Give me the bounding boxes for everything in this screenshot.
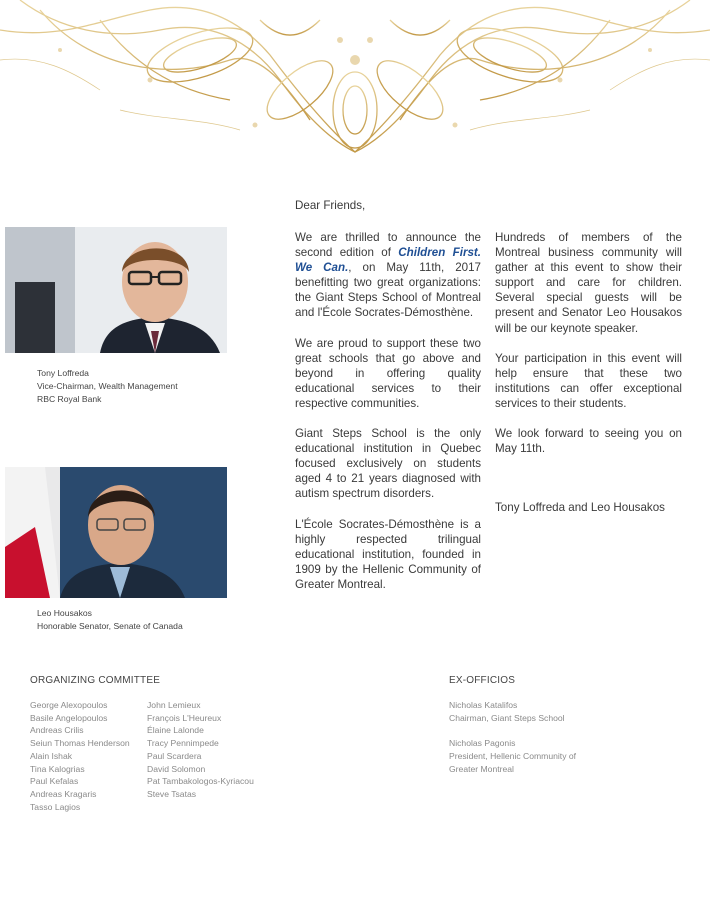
ex-officio-role: President, Hellenic Community of [449,750,577,761]
committee-member: François L'Heureux [147,712,222,723]
committee-column-1 [30,699,130,813]
committee-member: Alain Ishak [30,750,73,761]
ex-officios-title: EX-OFFICIOS [449,675,516,686]
caption-tony-loffreda [37,367,178,406]
letter-paragraph: We are thrilled to announce the second edition of Children First. We Can., on May 11th, 2017 benefitting two great organizations: the Giant Steps School of Montreal and l'École Socrates-Démosthène. [295,231,481,320]
committee-member: Paul Scardera [147,750,202,761]
person-title: Honorable Senator, Senate of Canada [37,621,183,631]
committee-member: Paul Kefalas [30,776,79,787]
committee-column-2 [147,699,254,801]
committee-member: Basile Angelopoulos [30,712,108,723]
committee-member: John Lemieux [147,700,201,710]
letter-paragraph: Hundreds of members of the Montreal business community will gather at this event to show their support and care for children. Several special guests will be present and Senator Leo Housakos will be our keynote speaker. [495,231,682,335]
letter-paragraph: We look forward to seeing you on May 11th. [495,427,682,456]
committee-title: ORGANIZING COMMITTEE [30,675,161,686]
ex-officio-role: Chairman, Giant Steps School [449,712,565,723]
committee-member: David Solomon [147,763,206,774]
person-name: Leo Housakos [37,608,92,618]
committee-member: Tracy Pennimpede [147,738,219,749]
gold-paisley-ornament [0,0,710,160]
ex-officio-name: Nicholas Pagonis [449,738,516,749]
event-name-highlight: Children First. We Can. [295,246,481,275]
committee-member: Tasso Lagios [30,801,81,812]
portrait-tony-loffreda [5,227,227,353]
letter-paragraph: We are proud to support these two great schools that go above and beyond in offering quality educational services to their respective communities. [295,336,481,410]
salutation: Dear Friends, [295,199,366,212]
committee-member: Andreas Kragaris [30,788,97,799]
committee-member: George Alexopoulos [30,700,108,710]
signature: Tony Loffreda and Leo Housakos [495,501,665,515]
committee-member: Élaine Lalonde [147,725,204,736]
committee-member: Pat Tambakologos-Kyriacou [147,776,254,787]
portrait-leo-housakos [5,467,227,598]
caption-leo-housakos [37,607,183,633]
person-org: RBC Royal Bank [37,394,102,404]
person-title: Vice-Chairman, Wealth Management [37,381,178,391]
letter-paragraph: Giant Steps School is the only educational institution in Quebec focused exclusively on students aged 4 to 21 years diagnosed with autism spectrum disorders. [295,427,481,501]
letter-column-right [495,230,682,530]
ex-officios-list [449,699,576,775]
ex-officio-name: Nicholas Katalifos [449,700,518,710]
committee-member: Andreas Crilis [30,725,84,736]
ex-officio-role: Greater Montreal [449,763,514,774]
letter-column-left [295,230,481,607]
person-name: Tony Loffreda [37,368,89,378]
committee-member: Steve Tsatas [147,788,197,799]
letter-paragraph: Your participation in this event will help ensure that these two institutions can offer exceptional services to their students. [495,351,682,410]
committee-member: Seiun Thomas Henderson [30,738,130,749]
committee-member: Tina Kalogrias [30,763,85,774]
letter-paragraph: L'École Socrates-Démosthène is a highly respected trilingual educational institution, founded in 1909 by the Hellenic Community of Greater Montreal. [295,517,481,591]
